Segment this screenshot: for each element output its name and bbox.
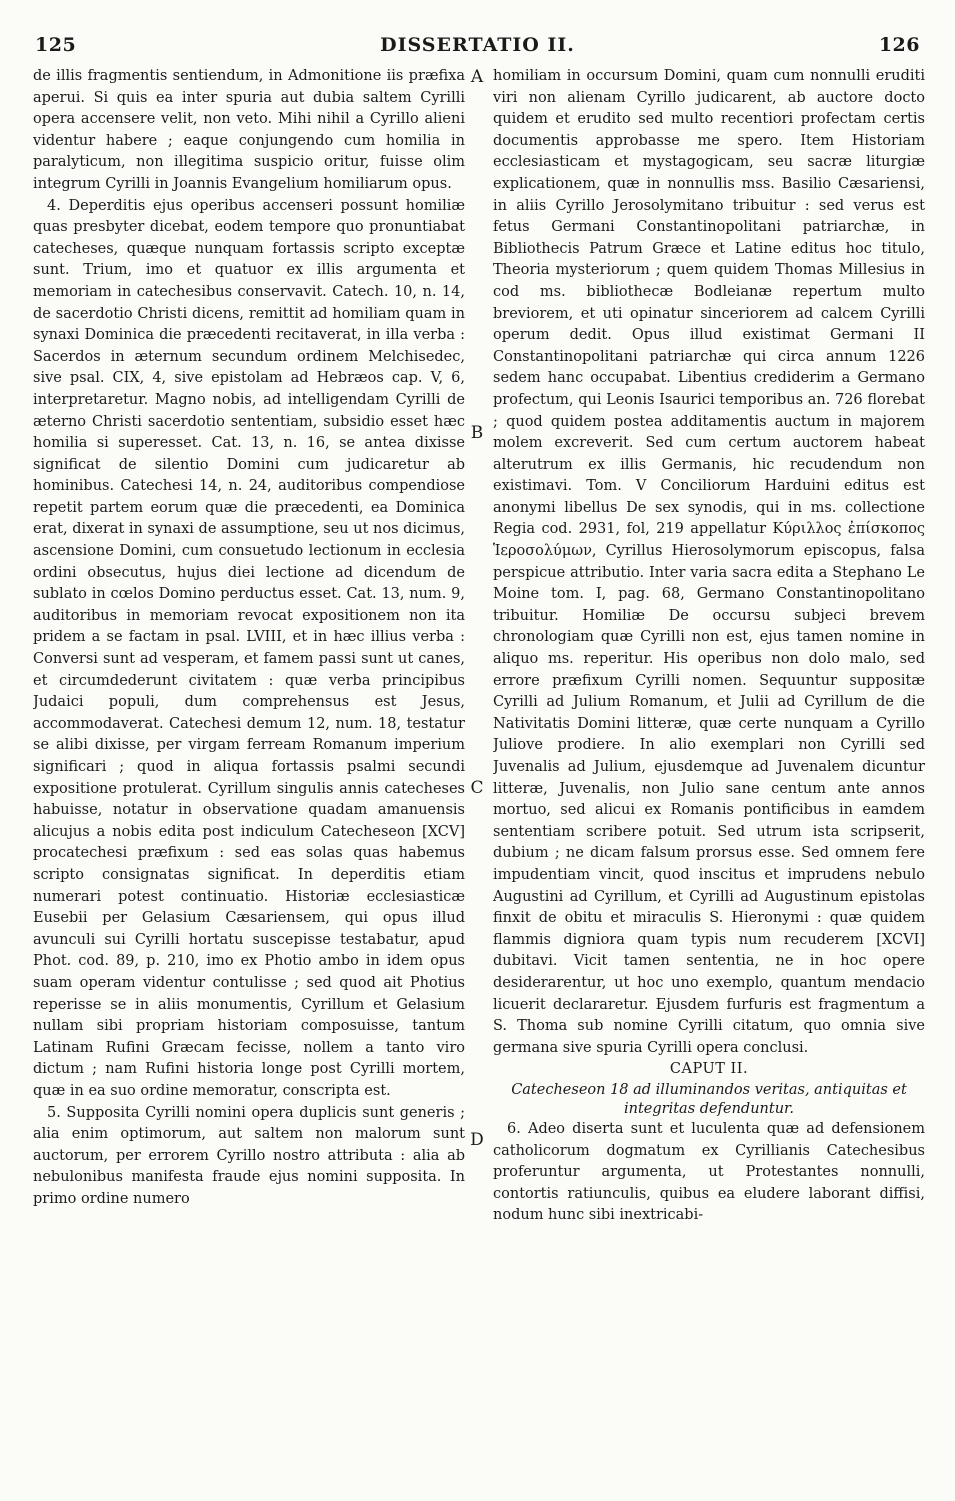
margin-marker-a: A [470,67,484,87]
chapter-subtitle: Catecheseon 18 ad illuminandos veritas, antiquitas et integritas defenduntur. [511,1081,907,1117]
right-column [493,66,925,1491]
margin-marker-d: D [470,1130,484,1150]
left-column [33,66,465,1491]
running-title: DISSERTATIO II. [380,34,575,56]
margin-marker-b: B [470,423,484,443]
left-paragraph-2: 4. Deperditis ejus operibus accenseri possunt homiliæ quas presbyter dicebat, eodem tempore quo pronuntiabat catecheses, quæque nunquam fortassis scripto exceptæ sunt. Trium, imo et quatuor ex illis argumenta et memoriam in catechesibus conservavit. Catech. 10, n. 14, de sacerdotio Christi dicens, remittit ad homiliam quam in synaxi Dominica die præcedenti recitaverat, in illa verba : Sacerdos in æternum secundum ordinem Melchisedec, sive psal. CIX, 4, sive epistolam ad Hebræos cap. V, 6, interpretaretur. Magno nobis, ad intelligendam Cyrilli de æterno Christi sacerdotio sententiam, subsidio esset hæc homilia si superesset. Cat. 13, n. 16, se antea dixisse significat de silentio Domini cum judicaretur ab hominibus. Catechesi 14, n. 24, auditoribus compendiose repetit partem eorum quæ die præcedenti, ea Dominica erat, dixerat in synaxi de assumptione, seu ut nos dicimus, ascensione Domini, cum consuetudo lectionum in ecclesia ordini obsecutus, hujus diei lectione ad dicendum de sublato in cœlos Domino perductus esset. Cat. 13, num. 9, auditoribus in memoriam revocat expositionem non ita pridem a se factam in psal. LVIII, et in hæc illius verba : Conversi sunt ad vesperam, et famem passi sunt ut canes, et circumdederunt civitatem : quæ verba principibus Judaici populi, dum comprehensus est Jesus, accommodaverat. Catechesi demum 12, num. 18, testatur se alibi dixisse, per virgam ferream Romanum imperium significari ; quod in aliqua fortassis psalmi secundi expositione protulerat. Cyrillum singulis annis catecheses habuisse, notatur in observatione quadam amanuensis alicujus a nobis edita post indiculum Catecheseon [XCV] procatechesi præfixum : sed eas solas quas habemus scripto consignatas significat. In deperditis etiam numerari potest continuatio. Historiæ ecclesiasticæ Eusebii per Gelasium Cæsariensem, qui opus illud avunculi sui Cyrilli hortatu suscepisse testabatur, apud Phot. cod. 89, p. 210, imo ex Photio ambo in idem opus suam operam videntur contulisse ; sed quod ait Photius reperisse se in aliis monumentis, Cyrillum et Gelasium nullam sibi propriam historiam composuisse, tantum Latinam Rufini Græcam fecisse, nollem a tanto viro dictum ; nam Rufini historia longe post Cyrilli mortem, quæ in ea suo ordine memoratur, conscripta est. [33,197,465,1099]
right-paragraph-2: 6. Adeo diserta sunt et luculenta quæ ad defensionem catholicorum dogmatum ex Cyrillianis Catechesibus proferuntur argumenta, ut Protestantes nonnulli, contortis ratiunculis, quibus ea eludere laborant diffisi, nodum hunc sibi inextricabi- [493,1120,925,1224]
chapter-heading: CAPUT II. [669,1061,749,1078]
left-paragraph-3: 5. Supposita Cyrilli nomini opera duplicis sunt generis ; alia enim optimorum, aut saltem non malorum sunt auctorum, per errorem Cyrillo nostro attributa : alia ab nebulonibus manifesta fraude ejus nomini supposita. In primo ordine numero [33,1104,465,1207]
left-page-number: 125 [35,34,77,56]
page-header [0,0,955,60]
left-paragraph-1: de illis fragmentis sentiendum, in Admonitione iis præfixa aperui. Si quis ea inter spuria aut dubia saltem Cyrilli opera accensere velit, non veto. Mihi nihil a Cyrillo alieni videntur habere ; eaque conjungendo cum homilia in paralyticum, non illegitima suspicio oritur, fuisse olim integrum Cyrilli in Joannis Evangelium homiliarum opus. [33,68,465,192]
right-paragraph-1: homiliam in occursum Domini, quam cum nonnulli eruditi viri non alienam Cyrillo judicarent, ab auctore docto quidem et erudito sed multo recentiori profectam certis documentis approbasse me spero. Item Historiam ecclesiasticam et mystagogicam, seu sacræ liturgiæ explicationem, quæ in nonnullis mss. Basilio Cæsariensi, in aliis Cyrillo Jerosolymitano tribuitur : sed verus est fetus Germani Constantinopolitani patriarchæ, in Bibliothecis Patrum Græce et Latine editus hoc titulo, Theoria mysteriorum ; quem quidem Thomas Millesius in cod ms. bibliothecæ Bodleianæ repertum multo breviorem, et uti opinatur sinceriorem ad calcem Cyrilli operum dedit. Opus illud existimat Germani II Constantinopolitani patriarchæ qui circa annum 1226 sedem hanc occupabat. Libentius crediderim a Germano profectum, qui Leonis Isaurici temporibus an. 726 florebat ; quod quidem postea additamentis auctum in majorem molem excreverit. Sed cum certum auctorem habeat alterutrum ex illis Germanis, hic recudendum non existimavi. Tom. V Conciliorum Harduini editus est anonymi libellus De sex synodis, qui in ms. collectione Regia cod. 2931, fol, 219 appellatur Κύριλλος ἐπίσκοπος Ἱεροσολύμων, Cyrillus Hierosolymorum episcopus, falsa perspicue attributio. Inter varia sacra edita a Stephano Le Moine tom. I, pag. 68, Germano Constantinopolitano tribuitur. Homiliæ De occursu subjeci brevem chronologiam quæ Cyrilli non est, ejus tamen nomine in aliquo ms. reperitur. His operibus non dolo malo, sed errore præfixum Cyrilli nomen. Sequuntur suppositæ Cyrilli ad Julium Romanum, et Julii ad Cyrillum de die Nativitatis Domini litteræ, quæ certe nunquam a Cyrillo Juliove prodiere. In alio exemplari non Cyrilli sed Juvenalis ad Julium, ejusdemque ad Juvenalem dicuntur litteræ, Juvenalis, non Julio sane centum ante annos mortuo, sed alicui ex Romanis pontificibus in eamdem sententiam scribere potuit. Sed utrum ista scripserit, dubium ; ne dicam falsum prorsus esse. Sed omnem fere impudentiam vincit, quod inscitus et imprudens nebulo Augustini ad Cyrillum, et Cyrilli ad Augustinum epistolas finxit de obitu et miraculis S. Hieronymi : quæ quidem flammis digniora quam typis num recuderem [XCVI] dubitavi. Vicit tamen sententia, ne in hoc opere desiderarentur, ut hoc uno exemplo, quantum mendacio licuerit declararetur. Ejusdem furfuris est fragmentum a S. Thoma sub nomine Cyrilli citatum, quo omnia sive germana sive spuria Cyrilli opera conclusi. [493,68,925,1056]
right-page-number: 126 [878,34,920,56]
margin-marker-c: C [470,778,484,798]
